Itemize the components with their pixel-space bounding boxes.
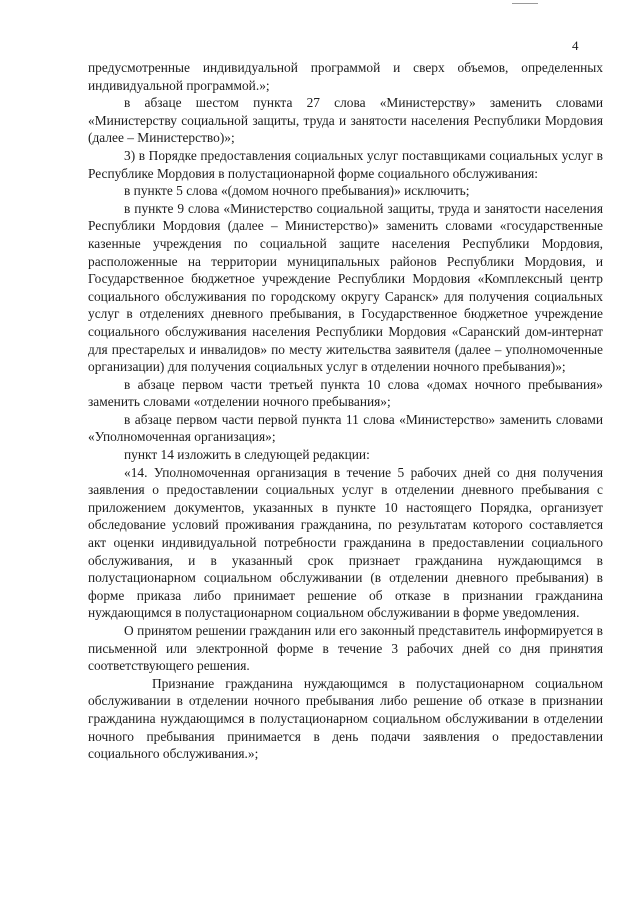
scan-artifact-line [512, 3, 538, 4]
paragraph-point-14-text: «14. Уполномоченная организация в течение 5 рабочих дней со дня получения заявления о предоставлении социальных услуг в отделении дневного пребывания с приложением документов, указанных в пункте 10 настоящего Порядка, организует обследование условий проживания гражданина, по результатам которого составляется акт оценки индивидуальной потребности гражданина в предоставлении социального обслуживания, и в указанный срок признает гражданина нуждающимся в полустационарном социальном обслуживании (в отделении дневного пребывания) в форме приказа либо принимает решение об отказе в признании гражданина нуждающимся в полустационарном социальном обслуживании в форме уведомления. [88, 464, 603, 621]
paragraph-continuation: предусмотренные индивидуальной программой и сверх объемов, определенных индивидуальной программой.»; [88, 60, 603, 93]
paragraph-section-3: 3) в Порядке предоставления социальных услуг поставщиками социальных услуг в Республике Мордовия в полустационарной форме социального обслуживания: [88, 147, 603, 181]
paragraph-point-5: в пункте 5 слова «(домом ночного пребывания)» исключить; [124, 183, 470, 199]
paragraph-amendment-27: в абзаце шестом пункта 27 слова «Министерству» заменить словами «Министерству социальной защиты, труда и занятости населения Республики Мордовия (далее – Министерство)»; [88, 95, 603, 146]
paragraph-point-14-intro: пункт 14 изложить в следующей редакции: [124, 447, 370, 463]
page-number: 4 [572, 38, 579, 53]
paragraph-point-9: в пункте 9 слова «Министерство социальной защиты, труда и занятости населения Республики Мордовия (далее – Министерство)» заменить словами «государственные казенные учреждения по социальной защите населения Республики Мордовия, расположенные на территории муниципальных районов Республики Мордовия, и Государственное бюджетное учреждение Республики Мордовия «Комплексный центр социального обслуживания по городскому округу Саранск» для получения социальных услуг в отделениях дневного пребывания, в Государственное бюджетное учреждение социального обслуживания населения Республики Мордовия «Саранский дом-интернат для престарелых и инвалидов» по месту жительства заявителя (далее – уполномоченные организации) для получения социальных услуг в отделении ночного пребывания)»; [88, 200, 603, 375]
document-body [88, 59, 603, 763]
paragraph-night-stay-decision: Признание гражданина нуждающимся в полустационарном социальном обслуживании в отделении ночного пребывания либо решение об отказе в признании гражданина нуждающимся в полустационарном социальном обслуживании в отделении ночного пребывания принимается в день подачи заявления о предоставлении социального обслуживания.»; [88, 675, 603, 762]
paragraph-point-10: в абзаце первом части третьей пункта 10 слова «домах ночного пребывания» заменить словами «отделении ночного пребывания»; [88, 376, 603, 410]
paragraph-point-11: в абзаце первом части первой пункта 11 слова «Министерство» заменить словами «Уполномоченная организация»; [88, 411, 603, 445]
paragraph-notification: О принятом решении гражданин или его законный представитель информируется в письменной или электронной форме в течение 3 рабочих дней со дня принятия соответствующего решения. [88, 623, 603, 674]
